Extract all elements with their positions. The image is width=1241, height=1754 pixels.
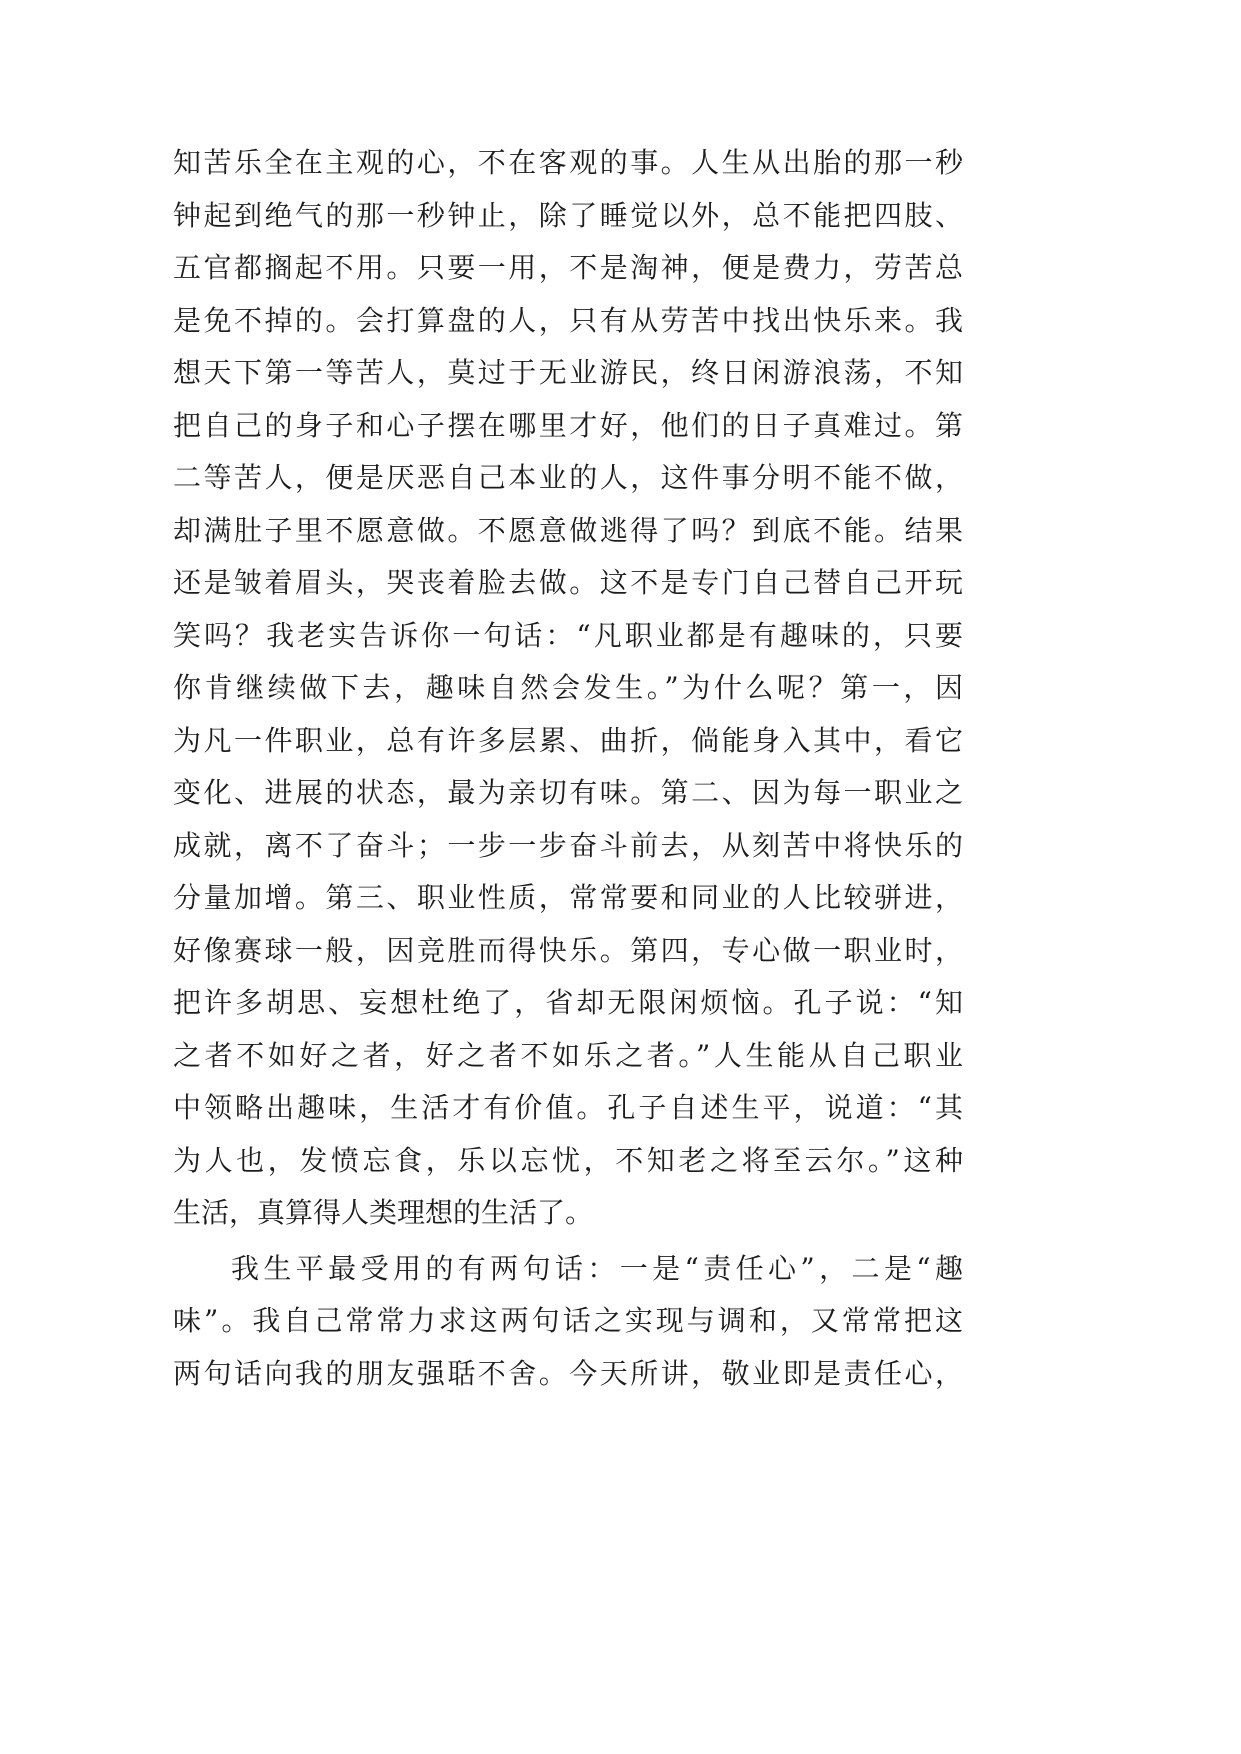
text-line: 分量加增。第三、职业性质，常常要和同业的人比较骈进， bbox=[173, 881, 963, 914]
paragraph-1 bbox=[173, 137, 963, 1240]
text-line: 两句话向我的朋友强聒不舍。今天所讲，敬业即是责任心， bbox=[173, 1356, 963, 1390]
text-line: 却满肚子里不愿意做。不愿意做逃得了吗？到底不能。结果 bbox=[173, 513, 963, 547]
text-line: 把许多胡思、妄想杜绝了，省却无限闲烦恼。孔子说：“知 bbox=[173, 986, 963, 1019]
text-line: 成就，离不了奋斗；一步一步奋斗前去，从刻苦中将快乐的 bbox=[173, 828, 963, 862]
text-line: 你肯继续做下去，趣味自然会发生。”为什么呢？第一，因 bbox=[173, 671, 963, 704]
text-line: 五官都搁起不用。只要一用，不是淘神，便是费力，劳苦总 bbox=[173, 251, 963, 284]
text-line: 为人也，发愤忘食，乐以忘忧，不知老之将至云尔。”这种 bbox=[173, 1143, 963, 1177]
text-line: 好像赛球一般，因竞胜而得快乐。第四，专心做一职业时， bbox=[173, 933, 963, 967]
text-line: 变化、进展的状态，最为亲切有味。第二、因为每一职业之 bbox=[173, 776, 963, 809]
text-line: 是免不掉的。会打算盘的人，只有从劳苦中找出快乐来。我 bbox=[173, 303, 963, 337]
text-line: 生活，真算得人类理想的生活了。 bbox=[173, 1196, 594, 1229]
text-line: 之者不如好之者，好之者不如乐之者。”人生能从自己职业 bbox=[173, 1038, 963, 1072]
text-line: 二等苦人，便是厌恶自己本业的人，这件事分明不能不做， bbox=[173, 461, 963, 494]
text-line: 知苦乐全在主观的心，不在客观的事。人生从出胎的那一秒 bbox=[173, 146, 963, 179]
paragraph-2 bbox=[173, 1243, 963, 1401]
text-line: 把自己的身子和心子摆在哪里才好，他们的日子真难过。第 bbox=[173, 408, 963, 442]
text-line: 中领略出趣味，生活才有价值。孔子自述生平，说道：“其 bbox=[173, 1091, 963, 1124]
text-line: 想天下第一等苦人，莫过于无业游民，终日闲游浪荡，不知 bbox=[173, 356, 963, 389]
text-line: 我生平最受用的有两句话：一是“责任心”，二是“趣 bbox=[231, 1251, 963, 1285]
text-line: 味”。我自己常常力求这两句话之实现与调和，又常常把这 bbox=[173, 1304, 963, 1337]
text-line: 还是皱着眉头，哭丧着脸去做。这不是专门自己替自己开玩 bbox=[173, 566, 963, 599]
text-line: 钟起到绝气的那一秒钟止，除了睡觉以外，总不能把四肢、 bbox=[173, 198, 963, 232]
text-line: 笑吗？我老实告诉你一句话：“凡职业都是有趣味的，只要 bbox=[173, 618, 963, 652]
text-line: 为凡一件职业，总有许多层累、曲折，倘能身入其中，看它 bbox=[173, 723, 963, 757]
